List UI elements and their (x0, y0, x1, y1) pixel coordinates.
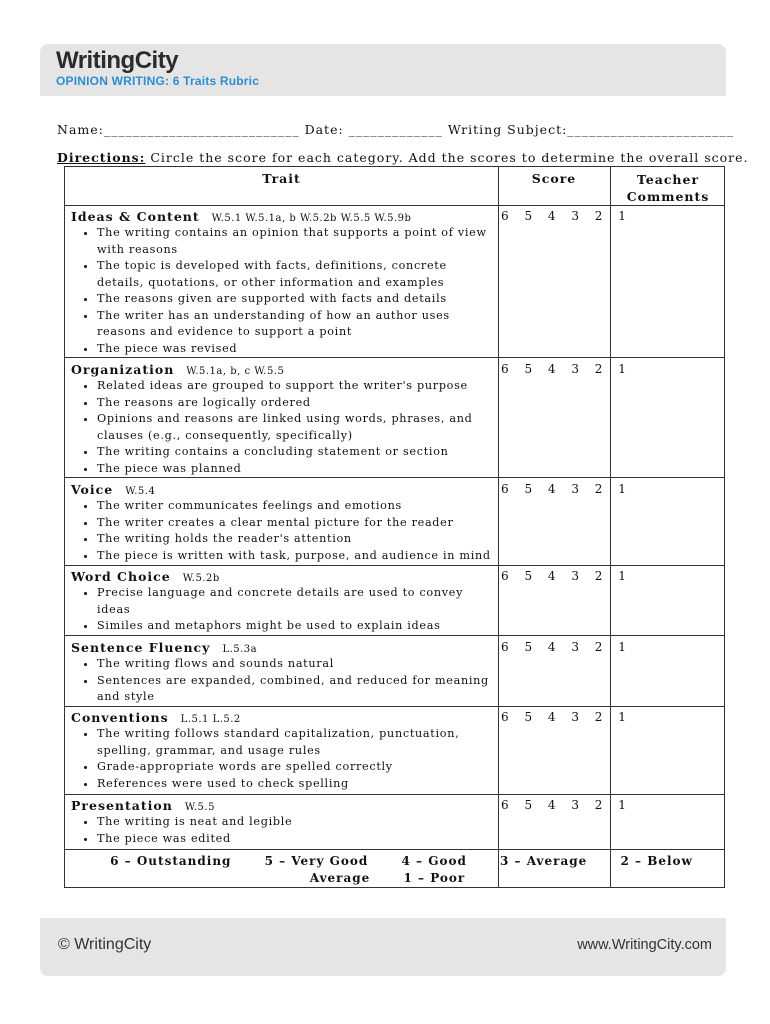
score-presentation[interactable]: 6 5 4 3 2 1 (501, 798, 632, 812)
footer-copyright: © WritingCity (58, 936, 152, 953)
footer-website-link[interactable]: www.WritingCity.com (577, 937, 712, 953)
trait-sentence-fluency: Sentence Fluency L.5.3a • The writing flows and sounds natural • Sentences are expanded, combined, and reduced for meaning and style (71, 640, 496, 706)
score-conventions[interactable]: 6 5 4 3 2 1 (501, 710, 632, 724)
legend-3: 3 – Average (500, 854, 588, 868)
directions-label: Directions: (57, 150, 146, 165)
legend-1: 1 – Poor (403, 871, 466, 885)
trait-voice: Voice W.5.4 • The writer communicates feelings and emotions • The writer creates a clear mental picture for the reader • The writing holds the reader's attention • The piece is written with task, purpose, and audience in mind (71, 482, 496, 564)
trait-ideas-content: Ideas & Content W.5.1 W.5.1a, b W.5.2b W.5.5 W.5.9b • The writing contains an opinion that supports a point of view with reasons • The topic is developed with facts, definitions, concrete details, quotations, or other information and examples • The reasons given are supported with facts and details • The writer has an understanding of how an author uses reasons and evidence to support a point • The piece was revised (71, 209, 496, 357)
name-date-subject-line: Name:___________________________ Date: _____________ Writing Subject:_______________________ (57, 122, 735, 137)
header-trait: Trait (262, 171, 301, 186)
legend-4: 4 – Good (401, 854, 467, 868)
trait-score-divider (498, 167, 499, 887)
score-sentence-fluency[interactable]: 6 5 4 3 2 1 (501, 640, 632, 654)
score-word-choice[interactable]: 6 5 4 3 2 1 (501, 569, 632, 583)
directions (57, 150, 749, 165)
legend-5: 5 – Very Good (264, 854, 369, 868)
header-band (40, 44, 726, 96)
rubric-title: OPINION WRITING: 6 Traits Rubric (56, 74, 260, 88)
score-legend (65, 853, 724, 887)
writingcity-logo: WritingCity (56, 47, 179, 74)
legend-2: 2 – Below Average (309, 854, 693, 885)
rubric-table (64, 166, 725, 888)
trait-organization: Organization W.5.1a, b, c W.5.5 • Related ideas are grouped to support the writer's purpose • The reasons are logically ordered • Opinions and reasons are linked using words, phrases, and clauses (e.g., consequently, specifically) • The writing contains a concluding statement or section • The piece was planned (71, 362, 496, 477)
header-row-line (65, 205, 724, 206)
trait-conventions: Conventions L.5.1 L.5.2 • The writing follows standard capitalization, punctuation, spelling, grammar, and usage rules • Grade-appropriate words are spelled correctly • References were used to check spelling (71, 710, 496, 792)
score-comments-divider (610, 167, 611, 887)
legend-6: 6 – Outstanding (110, 854, 232, 868)
header-score: Score (531, 171, 577, 186)
header-comments: Teacher Comments (626, 172, 710, 204)
score-voice[interactable]: 6 5 4 3 2 1 (501, 482, 632, 496)
trait-word-choice: Word Choice W.5.2b • Precise language and concrete details are used to convey ideas • Similes and metaphors might be used to explain ideas (71, 569, 496, 635)
score-organization[interactable]: 6 5 4 3 2 1 (501, 362, 632, 376)
directions-text: Circle the score for each category. Add the scores to determine the overall score. (145, 150, 749, 165)
score-ideas-content[interactable]: 6 5 4 3 2 1 (501, 209, 632, 223)
footer-band (40, 918, 726, 976)
trait-presentation: Presentation W.5.5 • The writing is neat and legible • The piece was edited (71, 798, 496, 847)
